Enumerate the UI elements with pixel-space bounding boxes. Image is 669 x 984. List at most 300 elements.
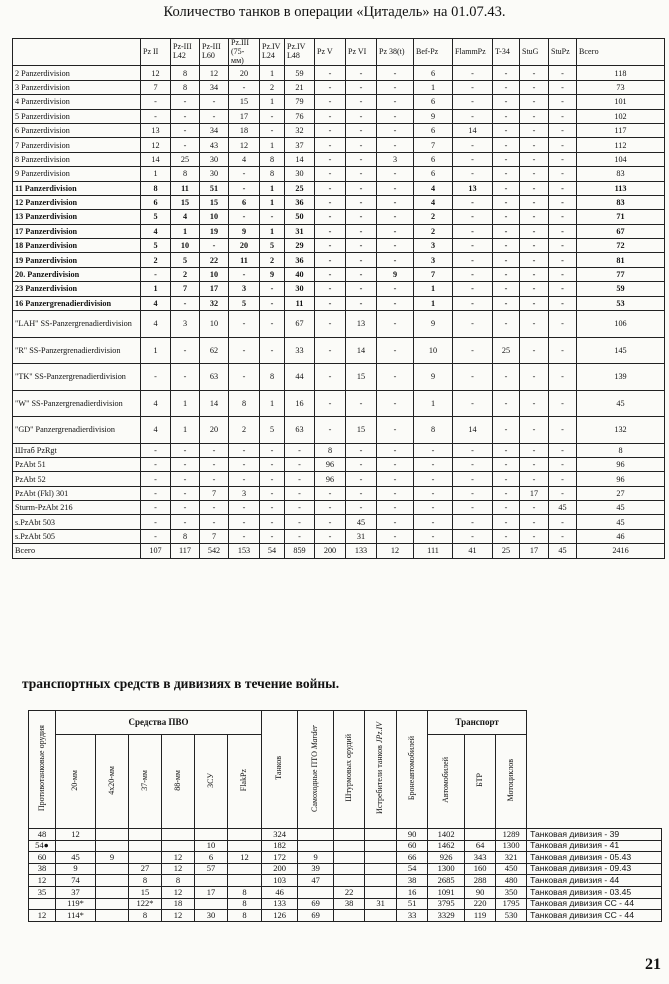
table-cell: 8 [171,167,200,181]
table-cell: - [453,443,493,457]
table-cell: 10 [414,337,453,364]
table-cell: 29 [285,239,315,253]
table-cell: 54● [29,840,56,852]
table-cell: 2 [414,210,453,224]
table-cell: 1402 [428,829,465,841]
table-cell: 27 [129,863,162,875]
table-cell: 11 [229,253,260,267]
col-header: Pz 38(t) [377,39,414,66]
table-cell: - [493,224,520,238]
table-cell: - [200,501,229,515]
table-cell: - [549,210,577,224]
table-cell [228,829,262,841]
unit-name-cell: 23 Panzerdivision [13,282,141,296]
table-cell: - [549,443,577,457]
table-cell: 9 [377,267,414,281]
table-cell: - [315,80,346,94]
table-cell: - [200,109,229,123]
table-cell: 9 [414,109,453,123]
table-cell: - [315,109,346,123]
table-cell: - [377,282,414,296]
table-cell: - [520,311,549,338]
table-cell: 1 [260,66,285,80]
table-cell: 35 [29,886,56,898]
table-cell: 37 [285,138,315,152]
table-row [13,109,665,123]
table-row [29,863,662,875]
table-cell: - [315,282,346,296]
table-cell: 20 [229,66,260,80]
table-cell: - [493,123,520,137]
col-header: StuG [520,39,549,66]
table-row [29,886,662,898]
table-row [13,66,665,80]
table-cell: - [493,167,520,181]
table-cell: - [171,457,200,471]
table-cell [365,886,397,898]
table-cell: - [377,66,414,80]
table-cell: 48 [29,829,56,841]
table-row [13,267,665,281]
table-cell: - [260,486,285,500]
table-cell: 926 [428,852,465,864]
division-label-cell: Танковая дивизия - 44 [527,875,662,887]
table-cell: - [229,267,260,281]
table-cell: - [260,472,285,486]
table-cell: 32 [200,296,229,310]
table-cell: 63 [200,364,229,391]
table-cell: - [549,80,577,94]
table-cell: 31 [346,529,377,543]
table-row [13,224,665,238]
table-cell: - [260,296,285,310]
table-cell: 34 [200,80,229,94]
table-cell: - [285,515,315,529]
table-cell: - [260,282,285,296]
table-cell [365,910,397,922]
table-cell: 45 [549,501,577,515]
table-cell [365,840,397,852]
table-cell: - [260,515,285,529]
table-cell: - [453,167,493,181]
table-row [13,529,665,543]
table-cell: - [346,267,377,281]
table-row [13,253,665,267]
table-cell: - [171,515,200,529]
table-cell [129,829,162,841]
table-cell: 6 [414,167,453,181]
table-cell: - [141,457,171,471]
table-cell: 3 [229,282,260,296]
table-cell: - [414,457,453,471]
table-cell: - [493,529,520,543]
table-cell: - [493,152,520,166]
table-row [13,544,665,558]
table-cell: 2 [171,267,200,281]
table-cell: - [377,364,414,391]
table-row [13,457,665,471]
table-cell: 2 [414,224,453,238]
table-cell: - [346,457,377,471]
table-cell: 40 [285,267,315,281]
table-cell: - [315,529,346,543]
table-cell: - [520,80,549,94]
table-cell: 1 [260,95,285,109]
table-cell: - [520,239,549,253]
division-label-cell: Танковая дивизия - 03.45 [527,886,662,898]
table-cell: 1300 [496,840,527,852]
table-cell: 8 [228,910,262,922]
unit-name-cell: 7 Panzerdivision [13,138,141,152]
table-cell: - [171,364,200,391]
unit-name-cell: s.PzAbt 503 [13,515,141,529]
table-cell: 67 [577,224,665,238]
table-cell: 73 [577,80,665,94]
table-cell [334,910,365,922]
table-cell: - [377,181,414,195]
table-cell: 106 [577,311,665,338]
table-cell: 13 [346,311,377,338]
table-cell: 30 [200,152,229,166]
table-cell: 36 [285,253,315,267]
table-cell: 200 [262,863,298,875]
table-cell: 7 [141,80,171,94]
table-cell: 45 [346,515,377,529]
table-cell: 6 [414,95,453,109]
table-cell: - [346,80,377,94]
table-cell: - [377,486,414,500]
unit-name-cell: "W" SS-Panzergrenadierdivision [13,390,141,417]
table-cell: - [346,195,377,209]
table-cell: 45 [577,501,665,515]
table-cell: 1 [260,390,285,417]
table-cell: - [520,210,549,224]
table-cell: 1 [171,417,200,444]
table-cell: 6 [414,123,453,137]
table-cell: - [346,138,377,152]
unit-name-cell: 9 Panzerdivision [13,167,141,181]
header-tank-destroyers: Истребители танков JPz.IV [365,711,397,829]
table-cell: 1289 [496,829,527,841]
table-cell: - [377,123,414,137]
table-cell: 4 [414,195,453,209]
table-cell: 74 [56,875,96,887]
table-cell: 12 [377,544,414,558]
table-cell: 450 [496,863,527,875]
table-cell: - [453,195,493,209]
table-cell: - [493,417,520,444]
table-cell: - [453,486,493,500]
table-cell: 1300 [428,863,465,875]
table-cell: 8 [228,886,262,898]
table-cell: 4 [414,181,453,195]
table-cell: - [493,239,520,253]
table-cell [195,829,228,841]
table-cell: 153 [229,544,260,558]
table-cell: 17 [200,282,229,296]
table-cell: 12 [29,910,56,922]
table-cell: - [377,210,414,224]
table-row [13,181,665,195]
table-cell: - [453,296,493,310]
table-cell: - [493,267,520,281]
table-cell: - [315,210,346,224]
header-assault-guns: Штурмовых орудий [334,711,365,829]
table-cell [298,840,334,852]
table-cell: 51 [200,181,229,195]
table-cell: - [549,109,577,123]
table-cell: - [346,152,377,166]
table-cell: - [493,66,520,80]
table-cell: 27 [577,486,665,500]
table-cell: - [377,296,414,310]
unit-name-cell: 3 Panzerdivision [13,80,141,94]
table-cell: - [315,224,346,238]
table-cell [365,875,397,887]
unit-name-cell: Sturm-PzAbt 216 [13,501,141,515]
table-cell: - [549,417,577,444]
table-cell: - [315,239,346,253]
table-cell: 67 [285,311,315,338]
unit-name-cell: 19 Panzerdivision [13,253,141,267]
table-cell: - [315,195,346,209]
table-cell: 38 [397,875,428,887]
table-cell: 12 [162,863,195,875]
pvo-col-header: FlakPz [228,735,262,829]
table-cell: 1 [141,282,171,296]
unit-name-cell: 6 Panzerdivision [13,123,141,137]
table-cell: - [520,152,549,166]
table-cell: 4 [141,296,171,310]
table-cell: 8 [260,364,285,391]
table-cell: - [346,390,377,417]
table-cell: - [346,486,377,500]
table-cell: 104 [577,152,665,166]
table-cell: 1 [171,390,200,417]
table-cell: - [377,95,414,109]
pvo-col-header: ЗСУ [195,735,228,829]
table-cell: - [285,472,315,486]
col-header: Pz VI [346,39,377,66]
table-row [29,875,662,887]
table-cell: - [315,253,346,267]
table-cell: - [520,417,549,444]
table-cell: 8 [228,898,262,910]
table-cell: 1 [141,167,171,181]
table-cell [129,852,162,864]
table-cell [96,829,129,841]
table-cell: 9 [260,267,285,281]
table-cell: - [346,224,377,238]
table-cell: - [493,138,520,152]
table-cell [129,840,162,852]
table-cell: - [520,109,549,123]
table-cell: - [171,95,200,109]
table-cell: 79 [285,95,315,109]
table-cell: 12 [162,910,195,922]
table-cell: - [285,486,315,500]
unit-name-cell: PzAbt 52 [13,472,141,486]
table-cell: - [549,239,577,253]
table-cell: 64 [465,840,496,852]
table-row [29,910,662,922]
table-cell: - [520,457,549,471]
transport-col-header: БТР [465,735,496,829]
page-number: 21 [645,956,661,973]
table-cell: - [141,364,171,391]
table-cell: - [520,167,549,181]
table-cell: 69 [298,910,334,922]
table-cell: - [453,253,493,267]
table-cell: 4 [171,210,200,224]
table-cell: 859 [285,544,315,558]
table-row [29,898,662,910]
table-cell: - [315,501,346,515]
table-cell: - [346,253,377,267]
table-cell: 10 [200,210,229,224]
tank-count-table [12,38,665,559]
table-cell: - [453,224,493,238]
table-cell: 57 [195,863,228,875]
table-cell: 1 [414,390,453,417]
table-cell: - [141,486,171,500]
table-cell: 160 [465,863,496,875]
table-row [13,239,665,253]
table-cell: - [453,138,493,152]
table-cell: 132 [577,417,665,444]
table-cell: 51 [397,898,428,910]
table-cell: - [171,337,200,364]
table-cell: 15 [171,195,200,209]
division-label-cell: Танковая дивизия - 09.43 [527,863,662,875]
table-cell: - [520,267,549,281]
table-cell: 3 [171,311,200,338]
table-cell: - [315,364,346,391]
table-cell: - [346,95,377,109]
division-label-cell: Танковая дивизия - 41 [527,840,662,852]
table-cell: 69 [298,898,334,910]
division-label-cell: Танковая дивизия - 05.43 [527,852,662,864]
table-cell: - [346,282,377,296]
table-cell: - [200,239,229,253]
table-cell: 1 [260,224,285,238]
unit-name-cell: 13 Panzerdivision [13,210,141,224]
col-header: T-34 [493,39,520,66]
col-header: Pz.IV L24 [260,39,285,66]
unit-name-cell: "LAH" SS-Panzergrenadierdivision [13,311,141,338]
col-header: StuPz [549,39,577,66]
table-cell: - [453,501,493,515]
table-cell: 10 [200,267,229,281]
table-cell: - [493,210,520,224]
table-cell: 12 [29,875,56,887]
table-cell: 1 [171,224,200,238]
table-cell: 8 [229,390,260,417]
table-cell: 5 [141,210,171,224]
table-cell: - [315,267,346,281]
division-label-cell: Танковая дивизия СС - 44 [527,898,662,910]
table-cell: - [493,195,520,209]
table-cell: 6 [141,195,171,209]
table-cell: 22 [334,886,365,898]
table-cell: 8 [260,152,285,166]
table-cell: 12 [141,138,171,152]
table-cell: 37 [56,886,96,898]
table-cell: - [229,501,260,515]
table-row [13,282,665,296]
unit-name-cell: "R" SS-Panzergrenadierdivision [13,337,141,364]
table-cell: 182 [262,840,298,852]
table-cell: 12 [162,886,195,898]
table-cell [162,829,195,841]
table-cell: 12 [56,829,96,841]
table-row [13,515,665,529]
table-cell: 12 [162,852,195,864]
table-cell: 25 [493,337,520,364]
table-cell: 25 [493,544,520,558]
table-cell: 90 [397,829,428,841]
table-cell [56,840,96,852]
table-cell: 6 [414,152,453,166]
division-label-cell: Танковая дивизия СС - 44 [527,910,662,922]
table-cell: 30 [200,167,229,181]
table-cell: - [493,390,520,417]
table-cell: 3 [229,486,260,500]
unit-name-cell: 5 Panzerdivision [13,109,141,123]
unit-name-cell: 20. Panzerdivision [13,267,141,281]
table-cell: - [200,457,229,471]
table-cell: - [520,253,549,267]
table-cell: - [453,66,493,80]
table-cell: 1 [260,181,285,195]
col-header: Всего [577,39,665,66]
table-cell: 14 [285,152,315,166]
table-cell: 7 [414,267,453,281]
table-cell: 112 [577,138,665,152]
table-cell: - [346,123,377,137]
table-cell: 117 [577,123,665,137]
col-header [13,39,141,66]
table-cell: - [377,501,414,515]
division-equipment-table [28,710,662,922]
table-cell [334,852,365,864]
table-cell: - [549,311,577,338]
table-cell: - [285,501,315,515]
table-cell [96,840,129,852]
table-cell: 4 [141,417,171,444]
table-cell: - [493,282,520,296]
header-pvo-group: Средства ПВО [56,711,262,735]
table-row [13,210,665,224]
table-row [13,195,665,209]
table-cell: - [520,515,549,529]
table-row [13,123,665,137]
pvo-col-header: 20-мм [56,735,96,829]
table-cell: 19 [200,224,229,238]
table-cell: - [377,253,414,267]
table-cell: 60 [29,852,56,864]
table-cell: - [377,239,414,253]
table-cell: 31 [365,898,397,910]
table-cell: - [520,123,549,137]
table-cell: 8 [414,417,453,444]
table-cell: - [377,138,414,152]
table-cell: 32 [285,123,315,137]
table-cell: 20 [200,417,229,444]
table-cell: 8 [162,875,195,887]
table-cell: - [520,501,549,515]
header-tanks: Танков [262,711,298,829]
